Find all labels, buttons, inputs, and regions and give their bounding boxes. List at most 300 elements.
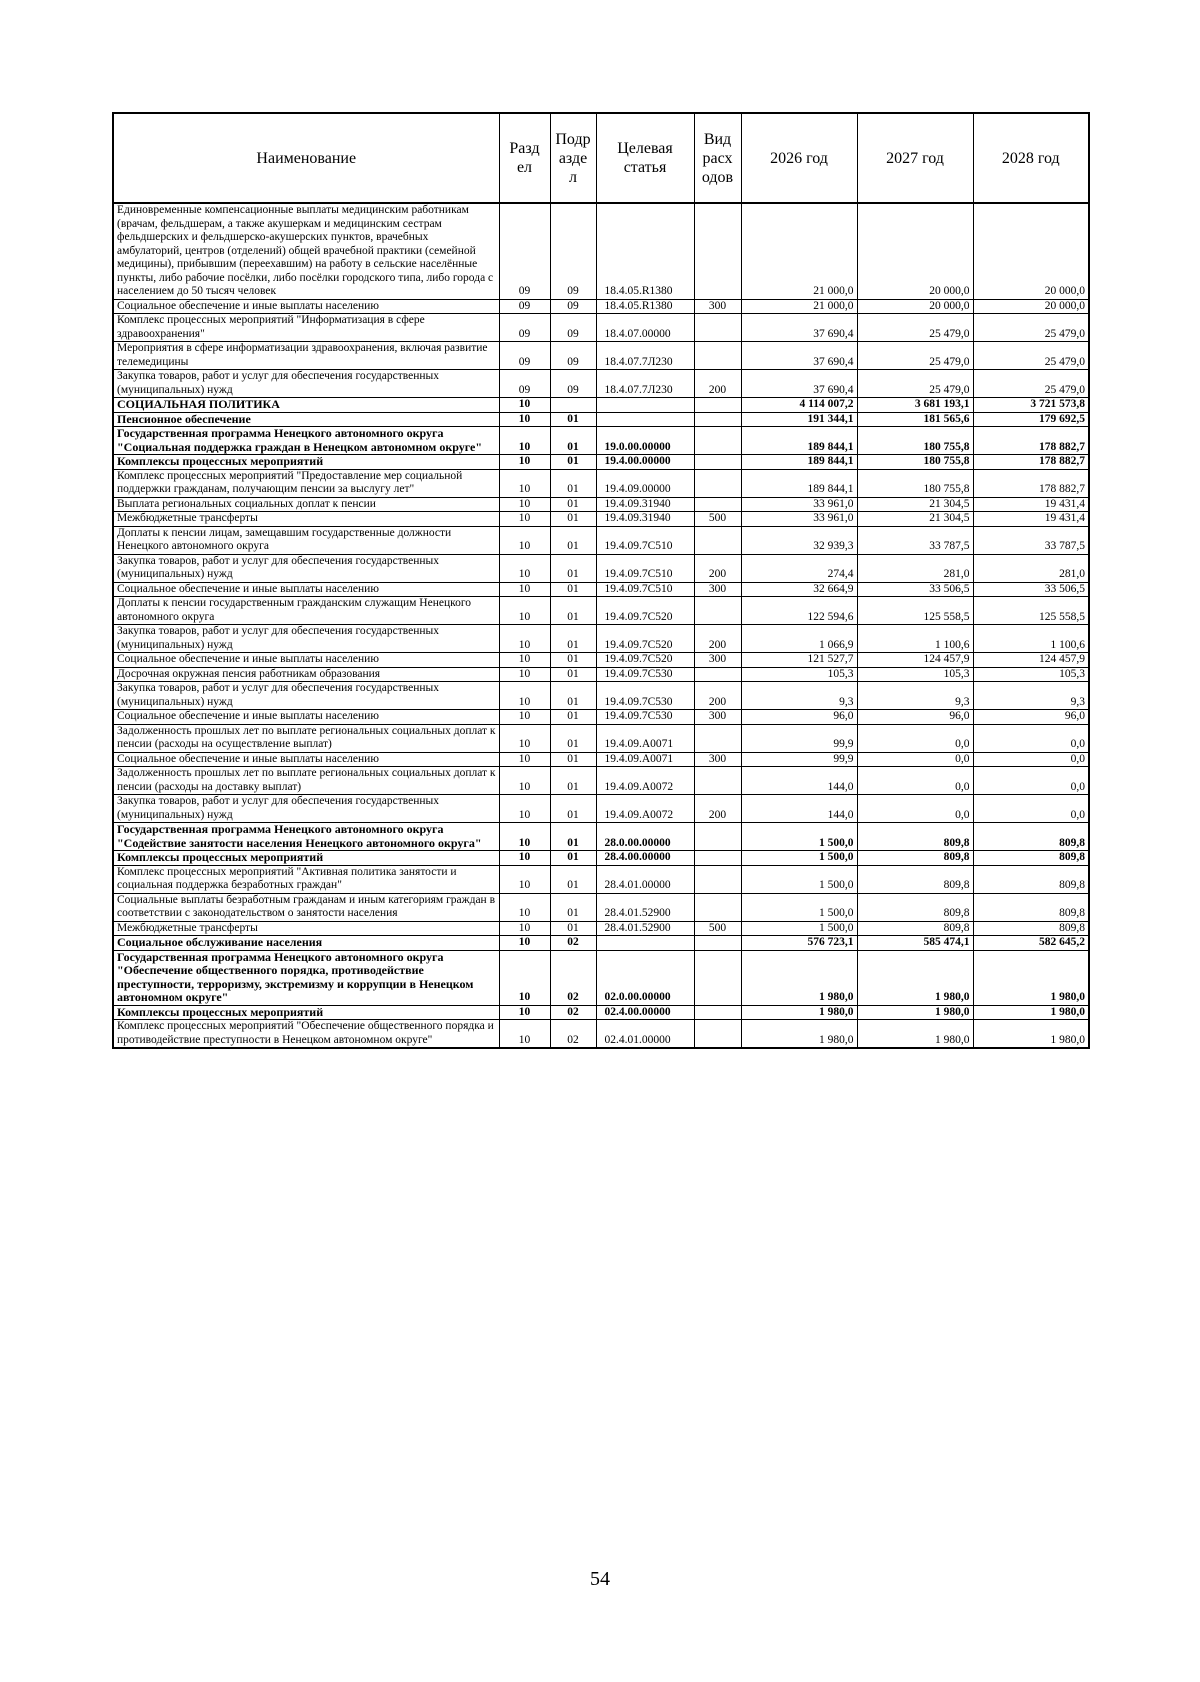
cell-name: Межбюджетные трансферты: [113, 512, 499, 527]
cell-target: 19.4.09.A0071: [596, 724, 694, 752]
header-2026: 2026 год: [741, 113, 857, 203]
cell-target: 19.4.09.00000: [596, 469, 694, 497]
cell-name: Доплаты к пенсии лицам, замещавшим государственные должности Ненецкого автономного округа: [113, 526, 499, 554]
cell-name: Социальное обеспечение и иные выплаты населению: [113, 752, 499, 767]
cell-2026: 1 980,0: [741, 1020, 857, 1049]
table-row: [113, 724, 1089, 752]
cell-target: 19.4.09.7С520: [596, 653, 694, 668]
cell-section: 10: [499, 921, 550, 936]
cell-target: 28.0.00.00000: [596, 823, 694, 851]
cell-2027: 809,8: [857, 921, 973, 936]
cell-2027: 25 479,0: [857, 314, 973, 342]
cell-name: Закупка товаров, работ и услуг для обеспечения государственных (муниципальных) нужд: [113, 625, 499, 653]
cell-2027: 1 980,0: [857, 1005, 973, 1020]
cell-subsection: 01: [550, 653, 596, 668]
cell-section: 10: [499, 469, 550, 497]
cell-2028: 809,8: [973, 921, 1089, 936]
table-row: [113, 427, 1089, 455]
cell-expense-type: [694, 342, 741, 370]
cell-expense-type: [694, 526, 741, 554]
table-row: [113, 865, 1089, 893]
cell-2027: 96,0: [857, 710, 973, 725]
cell-target: 28.4.01.00000: [596, 865, 694, 893]
table-row: [113, 497, 1089, 512]
cell-subsection: 02: [550, 1005, 596, 1020]
cell-expense-type: 200: [694, 795, 741, 823]
cell-2027: 281,0: [857, 554, 973, 582]
cell-2026: 99,9: [741, 752, 857, 767]
cell-subsection: 01: [550, 497, 596, 512]
cell-section: 10: [499, 597, 550, 625]
cell-subsection: 01: [550, 597, 596, 625]
cell-section: 10: [499, 512, 550, 527]
cell-expense-type: [694, 823, 741, 851]
cell-2026: 1 500,0: [741, 893, 857, 921]
cell-2026: 1 500,0: [741, 823, 857, 851]
cell-2028: 125 558,5: [973, 597, 1089, 625]
cell-2028: 0,0: [973, 752, 1089, 767]
cell-subsection: 02: [550, 950, 596, 1005]
cell-target: 19.4.09.7С520: [596, 597, 694, 625]
cell-name: Досрочная окружная пенсия работникам образования: [113, 667, 499, 682]
cell-expense-type: [694, 469, 741, 497]
cell-name: Пенсионное обеспечение: [113, 412, 499, 427]
cell-section: 10: [499, 412, 550, 427]
cell-section: 09: [499, 299, 550, 314]
cell-target: 19.4.09.31940: [596, 512, 694, 527]
cell-section: 10: [499, 682, 550, 710]
cell-2026: 189 844,1: [741, 455, 857, 470]
cell-subsection: 01: [550, 893, 596, 921]
cell-section: 10: [499, 710, 550, 725]
cell-target: 19.4.09.A0071: [596, 752, 694, 767]
cell-name: Межбюджетные трансферты: [113, 921, 499, 936]
cell-name: Комплексы процессных мероприятий: [113, 851, 499, 866]
cell-2026: 144,0: [741, 767, 857, 795]
cell-expense-type: [694, 724, 741, 752]
cell-2026: 1 980,0: [741, 1005, 857, 1020]
cell-section: 10: [499, 795, 550, 823]
cell-target: 28.4.01.52900: [596, 893, 694, 921]
cell-subsection: 01: [550, 823, 596, 851]
cell-expense-type: 200: [694, 554, 741, 582]
cell-target: 18.4.07.7Л230: [596, 370, 694, 398]
cell-target: 19.4.09.A0072: [596, 767, 694, 795]
cell-2026: 105,3: [741, 667, 857, 682]
cell-expense-type: [694, 1005, 741, 1020]
cell-expense-type: 200: [694, 625, 741, 653]
cell-2028: 0,0: [973, 767, 1089, 795]
cell-2026: 191 344,1: [741, 412, 857, 427]
cell-expense-type: 300: [694, 582, 741, 597]
cell-name: Единовременные компенсационные выплаты медицинским работникам (врачам, фельдшерам, а также акушеркам и медицинским сестрам фельдшерских и фельдшерско-акушерских пунктов, врачебных амбулаторий, центров (отделений) общей врачебной практики (семейной медицины), прибывшим (переехавшим) на работу в сельские населённые пункты, либо рабочие посёлки, либо посёлки городского типа, либо города с населением до 50 тысяч человек: [113, 203, 499, 299]
table-header: [113, 113, 1089, 203]
cell-2027: 105,3: [857, 667, 973, 682]
table-row: [113, 667, 1089, 682]
cell-2027: 3 681 193,1: [857, 398, 973, 413]
cell-section: 10: [499, 667, 550, 682]
cell-subsection: 01: [550, 724, 596, 752]
table-row: [113, 1020, 1089, 1049]
cell-2028: 20 000,0: [973, 299, 1089, 314]
cell-expense-type: [694, 497, 741, 512]
cell-name: Доплаты к пенсии государственным гражданским служащим Ненецкого автономного округа: [113, 597, 499, 625]
header-2027: 2027 год: [857, 113, 973, 203]
cell-2026: 9,3: [741, 682, 857, 710]
cell-name: Комплекс процессных мероприятий "Обеспечение общественного порядка и противодействие преступности в Ненецком автономном округе": [113, 1020, 499, 1049]
cell-2027: 9,3: [857, 682, 973, 710]
budget-table: [112, 112, 1090, 1049]
cell-subsection: 01: [550, 795, 596, 823]
cell-expense-type: [694, 936, 741, 951]
cell-2027: 180 755,8: [857, 427, 973, 455]
cell-2026: 1 980,0: [741, 950, 857, 1005]
cell-2027: 33 787,5: [857, 526, 973, 554]
cell-target: 19.0.00.00000: [596, 427, 694, 455]
cell-subsection: 09: [550, 203, 596, 299]
cell-2028: 809,8: [973, 851, 1089, 866]
cell-expense-type: 300: [694, 653, 741, 668]
cell-section: 09: [499, 342, 550, 370]
cell-2026: 121 527,7: [741, 653, 857, 668]
cell-2028: 25 479,0: [973, 342, 1089, 370]
cell-target: 19.4.09.7С510: [596, 582, 694, 597]
page-number: 54: [590, 1568, 610, 1590]
cell-2027: 125 558,5: [857, 597, 973, 625]
table-row: [113, 370, 1089, 398]
cell-subsection: 01: [550, 710, 596, 725]
cell-expense-type: [694, 314, 741, 342]
cell-subsection: 01: [550, 625, 596, 653]
cell-section: 10: [499, 851, 550, 866]
cell-expense-type: [694, 1020, 741, 1049]
cell-target: 19.4.09.7С530: [596, 710, 694, 725]
cell-2027: 1 980,0: [857, 950, 973, 1005]
cell-2028: 178 882,7: [973, 427, 1089, 455]
cell-subsection: 01: [550, 455, 596, 470]
cell-2026: 21 000,0: [741, 203, 857, 299]
cell-subsection: 01: [550, 526, 596, 554]
cell-target: 02.4.01.00000: [596, 1020, 694, 1049]
cell-2026: 37 690,4: [741, 370, 857, 398]
cell-section: 10: [499, 497, 550, 512]
cell-section: 10: [499, 653, 550, 668]
cell-target: 19.4.09.7С520: [596, 625, 694, 653]
cell-subsection: 02: [550, 1020, 596, 1049]
table-row: [113, 526, 1089, 554]
cell-name: Закупка товаров, работ и услуг для обеспечения государственных (муниципальных) нужд: [113, 795, 499, 823]
table-row: [113, 412, 1089, 427]
cell-2028: 1 980,0: [973, 1005, 1089, 1020]
cell-section: 10: [499, 752, 550, 767]
cell-target: 28.4.01.52900: [596, 921, 694, 936]
cell-2027: 0,0: [857, 767, 973, 795]
cell-2026: 1 066,9: [741, 625, 857, 653]
cell-2026: 189 844,1: [741, 469, 857, 497]
cell-2027: 585 474,1: [857, 936, 973, 951]
cell-target: 19.4.09.7С510: [596, 554, 694, 582]
cell-2026: 189 844,1: [741, 427, 857, 455]
table-row: [113, 398, 1089, 413]
table-row: [113, 512, 1089, 527]
table-row: [113, 921, 1089, 936]
cell-2027: 33 506,5: [857, 582, 973, 597]
cell-2027: 21 304,5: [857, 497, 973, 512]
cell-target: [596, 398, 694, 413]
cell-2027: 21 304,5: [857, 512, 973, 527]
cell-2026: 37 690,4: [741, 314, 857, 342]
cell-subsection: 01: [550, 554, 596, 582]
cell-name: Комплекс процессных мероприятий "Активная политика занятости и социальная поддержка безработных граждан": [113, 865, 499, 893]
cell-2027: 0,0: [857, 752, 973, 767]
header-name: Наименование: [113, 113, 499, 203]
cell-expense-type: [694, 767, 741, 795]
cell-2027: 1 980,0: [857, 1020, 973, 1049]
cell-expense-type: [694, 412, 741, 427]
cell-expense-type: [694, 455, 741, 470]
cell-expense-type: 300: [694, 752, 741, 767]
cell-subsection: 01: [550, 667, 596, 682]
table-row: [113, 554, 1089, 582]
table-row: [113, 314, 1089, 342]
cell-expense-type: [694, 865, 741, 893]
cell-section: 10: [499, 936, 550, 951]
cell-2027: 1 100,6: [857, 625, 973, 653]
cell-expense-type: [694, 851, 741, 866]
cell-expense-type: [694, 950, 741, 1005]
cell-name: Комплексы процессных мероприятий: [113, 1005, 499, 1020]
table-row: [113, 625, 1089, 653]
cell-section: 09: [499, 370, 550, 398]
cell-name: СОЦИАЛЬНАЯ ПОЛИТИКА: [113, 398, 499, 413]
cell-2026: 33 961,0: [741, 497, 857, 512]
cell-expense-type: [694, 203, 741, 299]
cell-subsection: 09: [550, 370, 596, 398]
cell-2026: 32 664,9: [741, 582, 857, 597]
cell-subsection: 01: [550, 851, 596, 866]
cell-subsection: [550, 398, 596, 413]
cell-2028: 124 457,9: [973, 653, 1089, 668]
cell-expense-type: 500: [694, 512, 741, 527]
cell-section: 10: [499, 893, 550, 921]
table-row: [113, 582, 1089, 597]
cell-subsection: 01: [550, 427, 596, 455]
cell-name: Мероприятия в сфере информатизации здравоохранения, включая развитие телемедицины: [113, 342, 499, 370]
cell-2026: 1 500,0: [741, 921, 857, 936]
table-row: [113, 936, 1089, 951]
cell-name: Комплекс процессных мероприятий "Предоставление мер социальной поддержки гражданам, получающим пенсии за выслугу лет": [113, 469, 499, 497]
cell-expense-type: 200: [694, 682, 741, 710]
header-2028: 2028 год: [973, 113, 1089, 203]
cell-name: Закупка товаров, работ и услуг для обеспечения государственных (муниципальных) нужд: [113, 554, 499, 582]
cell-2026: 21 000,0: [741, 299, 857, 314]
cell-name: Государственная программа Ненецкого автономного округа "Социальная поддержка граждан в Ненецком автономном округе": [113, 427, 499, 455]
cell-2028: 20 000,0: [973, 203, 1089, 299]
table-row: [113, 893, 1089, 921]
cell-subsection: 01: [550, 682, 596, 710]
cell-expense-type: [694, 398, 741, 413]
cell-name: Социальное обеспечение и иные выплаты населению: [113, 653, 499, 668]
cell-2028: 19 431,4: [973, 512, 1089, 527]
header-section: Разд ел: [499, 113, 550, 203]
cell-2027: 20 000,0: [857, 203, 973, 299]
table-row: [113, 950, 1089, 1005]
cell-target: 19.4.09.A0072: [596, 795, 694, 823]
cell-name: Государственная программа Ненецкого автономного округа "Содействие занятости населения Ненецкого автономного округа": [113, 823, 499, 851]
cell-target: 18.4.05.R1380: [596, 203, 694, 299]
cell-expense-type: 200: [694, 370, 741, 398]
table-row: [113, 342, 1089, 370]
cell-2028: 179 692,5: [973, 412, 1089, 427]
cell-2028: 19 431,4: [973, 497, 1089, 512]
cell-name: Комплекс процессных мероприятий "Информатизация в сфере здравоохранения": [113, 314, 499, 342]
cell-2027: 124 457,9: [857, 653, 973, 668]
cell-2028: 281,0: [973, 554, 1089, 582]
cell-name: Государственная программа Ненецкого автономного округа "Обеспечение общественного порядка, противодействие преступности, терроризму, экстремизму и коррупции в Ненецком автономном округе": [113, 950, 499, 1005]
cell-2027: 809,8: [857, 823, 973, 851]
cell-name: Социальное обеспечение и иные выплаты населению: [113, 582, 499, 597]
cell-subsection: 09: [550, 314, 596, 342]
table-row: [113, 823, 1089, 851]
cell-subsection: 01: [550, 512, 596, 527]
cell-2028: 178 882,7: [973, 455, 1089, 470]
cell-expense-type: [694, 597, 741, 625]
cell-target: 19.4.09.7С530: [596, 682, 694, 710]
cell-subsection: 01: [550, 865, 596, 893]
table-row: [113, 767, 1089, 795]
cell-section: 10: [499, 950, 550, 1005]
table-row: [113, 795, 1089, 823]
cell-2028: 1 980,0: [973, 1020, 1089, 1049]
cell-2028: 809,8: [973, 823, 1089, 851]
cell-2027: 809,8: [857, 851, 973, 866]
cell-2027: 25 479,0: [857, 342, 973, 370]
cell-section: 10: [499, 526, 550, 554]
cell-name: Закупка товаров, работ и услуг для обеспечения государственных (муниципальных) нужд: [113, 682, 499, 710]
cell-2028: 25 479,0: [973, 370, 1089, 398]
cell-2026: 274,4: [741, 554, 857, 582]
cell-target: 02.0.00.00000: [596, 950, 694, 1005]
cell-name: Закупка товаров, работ и услуг для обеспечения государственных (муниципальных) нужд: [113, 370, 499, 398]
cell-subsection: 01: [550, 469, 596, 497]
cell-section: 10: [499, 554, 550, 582]
cell-section: 10: [499, 1020, 550, 1049]
cell-2027: 20 000,0: [857, 299, 973, 314]
cell-subsection: 09: [550, 299, 596, 314]
budget-table-container: [112, 112, 1090, 1049]
cell-section: 10: [499, 767, 550, 795]
header-subsection: Подр азде л: [550, 113, 596, 203]
cell-2028: 178 882,7: [973, 469, 1089, 497]
cell-name: Задолженность прошлых лет по выплате региональных социальных доплат к пенсии (расходы на осуществление выплат): [113, 724, 499, 752]
cell-subsection: 09: [550, 342, 596, 370]
cell-2027: 809,8: [857, 865, 973, 893]
cell-section: 10: [499, 1005, 550, 1020]
cell-subsection: 01: [550, 582, 596, 597]
table-row: [113, 203, 1089, 299]
header-expense-type: Вид расх одов: [694, 113, 741, 203]
cell-2028: 105,3: [973, 667, 1089, 682]
cell-target: 19.4.00.00000: [596, 455, 694, 470]
cell-2027: 0,0: [857, 795, 973, 823]
cell-expense-type: 300: [694, 299, 741, 314]
cell-2026: 4 114 007,2: [741, 398, 857, 413]
cell-expense-type: [694, 427, 741, 455]
cell-2028: 809,8: [973, 893, 1089, 921]
cell-name: Социальные выплаты безработным гражданам и иным категориям граждан в соответствии с законодательством о занятости населения: [113, 893, 499, 921]
table-row: [113, 597, 1089, 625]
table-row: [113, 455, 1089, 470]
cell-subsection: 01: [550, 767, 596, 795]
cell-2028: 1 980,0: [973, 950, 1089, 1005]
cell-2026: 37 690,4: [741, 342, 857, 370]
cell-name: Социальное обеспечение и иные выплаты населению: [113, 710, 499, 725]
table-row: [113, 752, 1089, 767]
cell-2027: 809,8: [857, 893, 973, 921]
cell-2026: 1 500,0: [741, 865, 857, 893]
cell-2027: 0,0: [857, 724, 973, 752]
cell-expense-type: 300: [694, 710, 741, 725]
cell-target: 02.4.00.00000: [596, 1005, 694, 1020]
header-target: Целевая статья: [596, 113, 694, 203]
cell-2028: 3 721 573,8: [973, 398, 1089, 413]
cell-2028: 9,3: [973, 682, 1089, 710]
cell-2028: 33 787,5: [973, 526, 1089, 554]
cell-2027: 181 565,6: [857, 412, 973, 427]
table-row: [113, 710, 1089, 725]
cell-section: 10: [499, 455, 550, 470]
cell-name: Социальное обслуживание населения: [113, 936, 499, 951]
cell-2027: 180 755,8: [857, 455, 973, 470]
cell-2026: 576 723,1: [741, 936, 857, 951]
table-row: [113, 1005, 1089, 1020]
cell-target: 19.4.09.7С530: [596, 667, 694, 682]
cell-2026: 99,9: [741, 724, 857, 752]
cell-2026: 32 939,3: [741, 526, 857, 554]
cell-name: Выплата региональных социальных доплат к пенсии: [113, 497, 499, 512]
table-row: [113, 299, 1089, 314]
cell-section: 09: [499, 314, 550, 342]
cell-target: 19.4.09.7С510: [596, 526, 694, 554]
cell-target: [596, 936, 694, 951]
cell-2028: 0,0: [973, 795, 1089, 823]
cell-name: Комплексы процессных мероприятий: [113, 455, 499, 470]
cell-section: 10: [499, 582, 550, 597]
cell-section: 10: [499, 823, 550, 851]
cell-2028: 0,0: [973, 724, 1089, 752]
cell-2026: 33 961,0: [741, 512, 857, 527]
cell-section: 10: [499, 724, 550, 752]
table-body: [113, 203, 1089, 1048]
cell-target: 18.4.05.R1380: [596, 299, 694, 314]
cell-2026: 144,0: [741, 795, 857, 823]
cell-2026: 96,0: [741, 710, 857, 725]
cell-target: [596, 412, 694, 427]
cell-subsection: 01: [550, 752, 596, 767]
cell-target: 18.4.07.7Л230: [596, 342, 694, 370]
cell-subsection: 01: [550, 921, 596, 936]
cell-2028: 809,8: [973, 865, 1089, 893]
cell-2028: 25 479,0: [973, 314, 1089, 342]
table-row: [113, 653, 1089, 668]
cell-section: 09: [499, 203, 550, 299]
cell-name: Социальное обеспечение и иные выплаты населению: [113, 299, 499, 314]
cell-target: 19.4.09.31940: [596, 497, 694, 512]
table-row: [113, 469, 1089, 497]
cell-2027: 25 479,0: [857, 370, 973, 398]
cell-subsection: 01: [550, 412, 596, 427]
cell-name: Задолженность прошлых лет по выплате региональных социальных доплат к пенсии (расходы на доставку выплат): [113, 767, 499, 795]
